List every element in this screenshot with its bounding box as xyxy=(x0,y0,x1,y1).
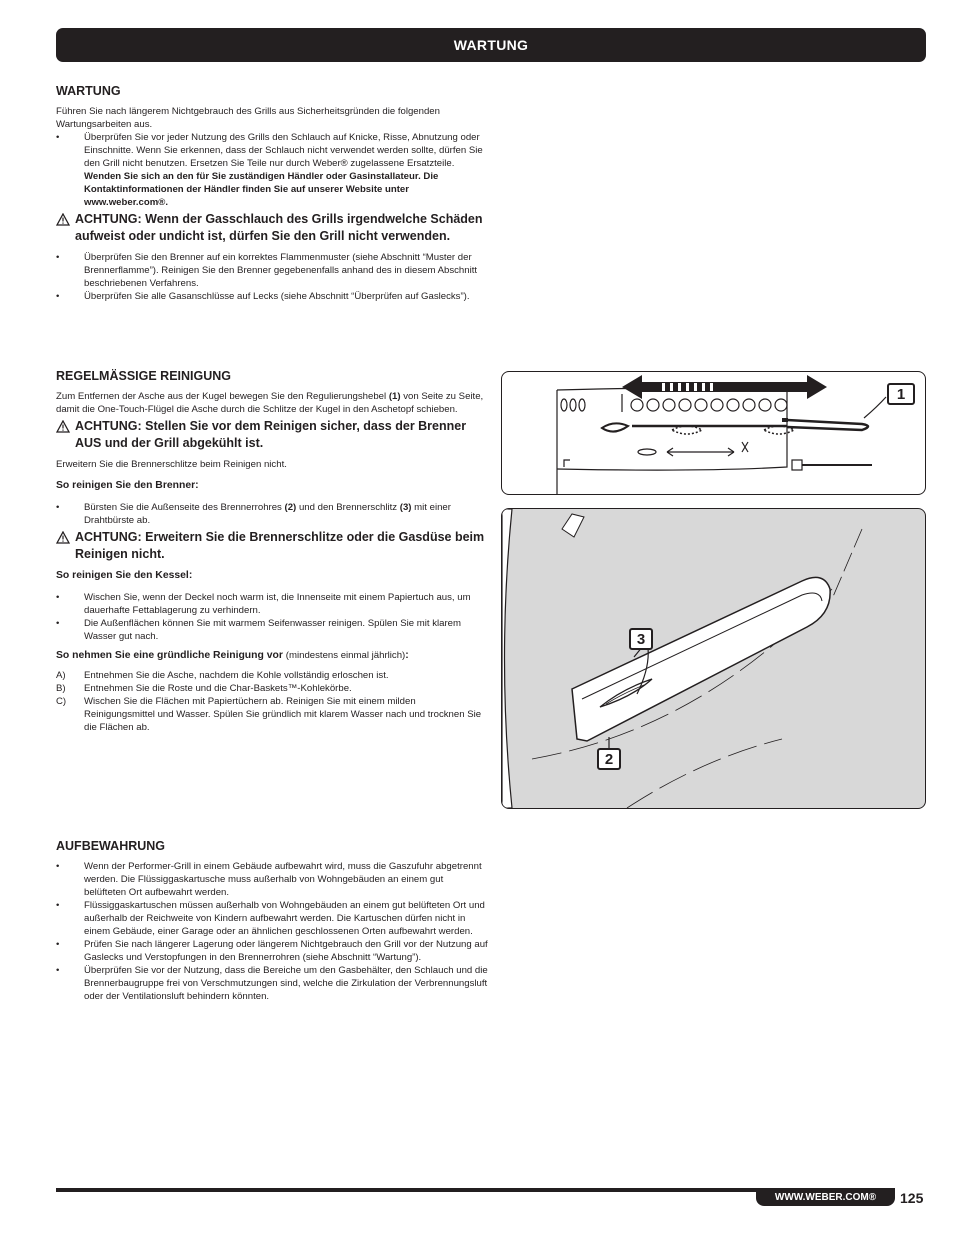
thorough-title: So nehmen Sie eine gründliche Reinigung vor xyxy=(56,650,283,661)
thorough-subheading xyxy=(56,649,488,663)
kettle-bullet2: Die Außenflächen können Sie mit warmem Seifenwasser reinigen. Spülen Sie mit klarem Wasser gut nach. xyxy=(84,618,461,642)
bullet-mark: • xyxy=(56,965,60,976)
list-item xyxy=(56,251,488,290)
cleaning-note: Erweitern Sie die Brennerschlitze beim Reinigen nicht. xyxy=(56,459,287,470)
cleaning-intro xyxy=(56,390,488,416)
list-item xyxy=(56,131,488,209)
ref-2: (2) xyxy=(284,502,297,513)
storage-title: AUFBEWAHRUNG xyxy=(56,839,166,853)
page-number: 125 xyxy=(900,1190,924,1206)
thorough-colon: : xyxy=(405,650,409,661)
ref-3: (3) xyxy=(399,502,412,513)
warning-hose-text: ACHTUNG: Wenn der Gasschlauch des Grills irgendwelche Schäden aufweist oder undicht ist, dürfen Sie den Grill nicht verwenden. xyxy=(75,212,483,243)
step-letter: C) xyxy=(56,696,67,707)
burner-illustration xyxy=(502,509,925,808)
step-letter: A) xyxy=(56,670,66,681)
bullet-mark: • xyxy=(56,861,60,872)
step-text: Wischen Sie die Flächen mit Papiertüchern ab. Reinigen Sie mit einem milden Reinigungsmittel und Wasser. Spülen Sie gründlich mit klarem Wasser nach und trocknen Sie die Flächen ab. xyxy=(84,696,482,733)
figure-burner xyxy=(501,508,926,809)
maintenance-intro: Führen Sie nach längerem Nichtgebrauch des Grills aus Sicherheitsgründen die folgenden Wartungsarbeiten aus. xyxy=(56,106,440,130)
callout-1: 1 xyxy=(896,385,906,403)
footer-website xyxy=(756,1188,895,1206)
maintenance-bullet2: Überprüfen Sie den Brenner auf ein korrektes Flammenmuster (siehe Abschnitt “Muster der Brennerflamme”). Reinigen Sie den Brenner gegebenenfalls anhand des in diesem Abschnitt beschriebenen Verfahrens. xyxy=(84,252,478,289)
bullet-mark: • xyxy=(56,252,60,263)
storage-bullet-text: Überprüfen Sie vor der Nutzung, dass die Bereiche um den Gasbehälter, den Schlauch und die Brennerbaugruppe frei von Verschmutzungen sind, welche die Zirkulation der Verbrennungsluft oder der Ventilationsluft behindern könnten. xyxy=(84,965,488,1002)
warning-triangle-icon xyxy=(56,531,70,544)
cleaning-title: REGELMÄSSIGE REINIGUNG xyxy=(56,369,232,383)
burner-text-a: Bürsten Sie die Außenseite des Brennerrohres xyxy=(84,502,282,513)
bullet-mark: • xyxy=(56,900,60,911)
list-item xyxy=(56,938,488,964)
maintenance-bullet3: Überprüfen Sie alle Gasanschlüsse auf Lecks (siehe Abschnitt “Überprüfen auf Gaslecks”). xyxy=(84,291,470,302)
ash-double-arrow xyxy=(622,375,827,399)
warning-burner-off-text: ACHTUNG: Stellen Sie vor dem Reinigen sicher, dass der Brenner AUS und der Grill abgekühlt ist. xyxy=(75,419,467,450)
warning-triangle-icon xyxy=(56,420,70,433)
warning-slots xyxy=(56,529,488,563)
storage-bullet-text: Wenn der Performer-Grill in einem Gebäude aufbewahrt wird, muss die Gaszufuhr abgetrennt werden. Die Flüssiggaskartusche muss außerhalb von Wohngebäuden an einem gut belüfteten Ort aufbewahrt werden. xyxy=(84,861,482,898)
storage-bullet-text: Prüfen Sie nach längerer Lagerung oder längerem Nichtgebrauch den Grill vor der Nutzung auf Gaslecks und Verstopfungen in den Brennerrohren (siehe Abschnitt “Wartung”). xyxy=(84,939,488,963)
list-item xyxy=(56,617,488,643)
bullet-mark: • xyxy=(56,132,60,143)
list-item xyxy=(56,860,488,899)
list-item xyxy=(56,695,488,734)
list-item xyxy=(56,591,488,617)
footer-website-text: WWW.WEBER.COM® xyxy=(774,1191,877,1203)
warning-burner-off xyxy=(56,418,488,452)
storage-section xyxy=(56,838,488,1003)
step-letter: B) xyxy=(56,683,66,694)
burner-text-b: und den Brennerschlitz xyxy=(298,502,398,513)
list-item xyxy=(56,899,488,938)
bullet-mark: • xyxy=(56,291,60,302)
cleaning-intro-a: Zum Entfernen der Asche aus der Kugel bewegen Sie den Regulierungshebel xyxy=(56,391,387,402)
lever-illustration xyxy=(502,372,925,494)
maintenance-section xyxy=(56,83,488,303)
cleaning-section xyxy=(56,368,488,734)
burner-tube xyxy=(572,577,830,741)
maintenance-bullet1-bold: Wenden Sie sich an den für Sie zuständigen Händler oder Gasinstallateur. Die Kontaktinformationen der Händler finden Sie auf unserer Website unter www.weber.com®. xyxy=(84,171,439,208)
thorough-note: (mindestens einmal jährlich) xyxy=(285,650,406,661)
page-header-title: WARTUNG xyxy=(453,37,529,53)
ref-1: (1) xyxy=(388,391,401,402)
callout-3: 3 xyxy=(636,630,646,648)
burner-subheading: So reinigen Sie den Brenner: xyxy=(56,480,199,491)
cleaning-intro-b: von Seite zu Seite, damit die One-Touch-Flügel die Asche durch die Schlitze der Kugel in den Aschetopf schieben. xyxy=(56,391,484,415)
step-text: Entnehmen Sie die Roste und die Char-Baskets™-Kohlekörbe. xyxy=(84,683,352,694)
warning-hose xyxy=(56,211,488,245)
list-item xyxy=(56,290,488,303)
thorough-steps-list xyxy=(56,669,488,734)
storage-list xyxy=(56,860,488,1003)
bullet-mark: • xyxy=(56,592,60,603)
list-item xyxy=(56,669,488,682)
list-item xyxy=(56,682,488,695)
step-text: Entnehmen Sie die Asche, nachdem die Kohle vollständig erloschen ist. xyxy=(84,670,389,681)
warning-triangle-icon xyxy=(56,213,70,226)
burner-text-c: mit einer Drahtbürste ab. xyxy=(84,502,451,526)
bullet-mark: • xyxy=(56,502,60,513)
maintenance-bullet1-text: Überprüfen Sie vor jeder Nutzung des Grills den Schlauch auf Knicke, Risse, Abnutzung oder Einschnitte. Wenn Sie erkennen, dass der Schlauch nicht verwendet werden sollte, dürfen Sie den Grill nicht benutzen. Ersetzen Sie Teile nur durch Weber® zugelassene Ersatzteile. xyxy=(84,132,483,169)
bullet-mark: • xyxy=(56,618,60,629)
storage-bullet-text: Flüssiggaskartuschen müssen außerhalb von Wohngebäuden an einem gut belüfteten Ort und außerhalb der Reichweite von Kindern aufbewahrt werden. Die Kartuschen dürfen nicht in einem Gebäude, einer Garage oder an ähnlichen geschlossenen Orten aufbewahrt werden. xyxy=(84,900,485,937)
kettle-bullet1: Wischen Sie, wenn der Deckel noch warm ist, die Innenseite mit einem Papiertuch aus, um dauerhafte Fettablagerung zu verhindern. xyxy=(84,592,471,616)
list-item xyxy=(56,964,488,1003)
list-item xyxy=(56,501,488,527)
callout-2: 2 xyxy=(604,750,614,768)
kettle-subheading: So reinigen Sie den Kessel: xyxy=(56,570,193,581)
bullet-mark: • xyxy=(56,939,60,950)
figure-lever xyxy=(501,371,926,495)
warning-slots-text: ACHTUNG: Erweitern Sie die Brennerschlitze oder die Gasdüse beim Reinigen nicht. xyxy=(75,530,485,561)
maintenance-title: WARTUNG xyxy=(56,84,121,98)
page-header-bar xyxy=(56,28,926,62)
